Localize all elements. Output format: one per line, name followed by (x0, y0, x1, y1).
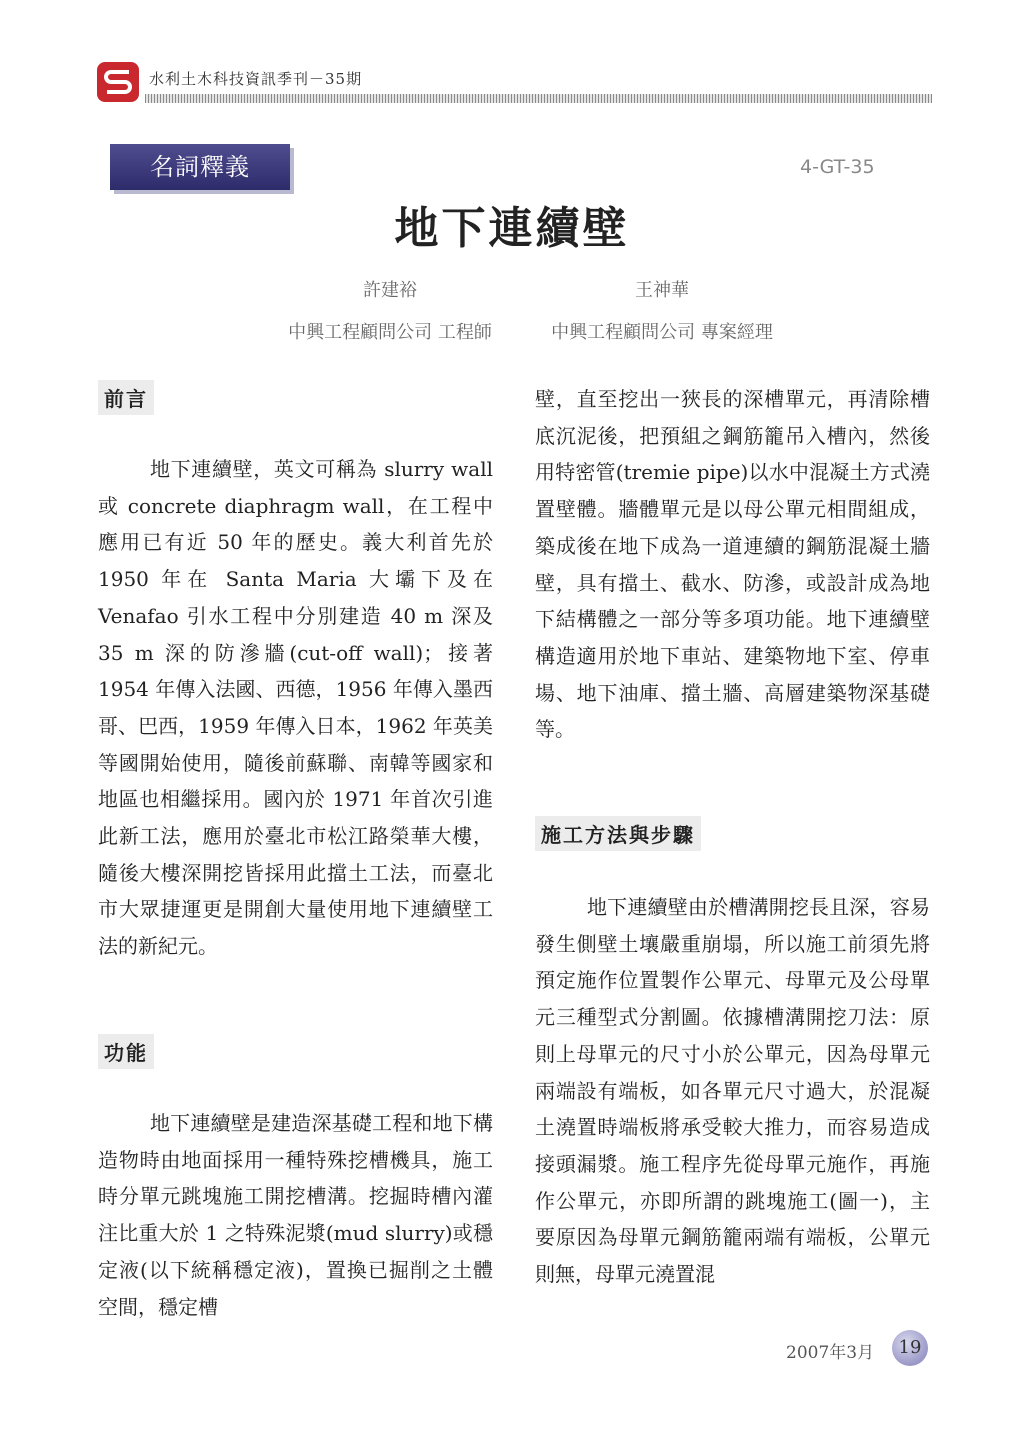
journal-header (97, 62, 932, 106)
page-number: 19 (892, 1330, 928, 1366)
article-title: 地下連續壁 (394, 203, 630, 254)
right-column (535, 381, 930, 748)
section-tag: 名詞釋義 (110, 144, 290, 190)
function-heading: 功能 (98, 1034, 154, 1069)
method-heading: 施工方法與步驟 (535, 816, 701, 851)
author-2-name: 王神華 (635, 280, 689, 301)
author-1-affiliation: 中興工程顧問公司 工程師 (288, 322, 492, 343)
journal-s-logo-icon (97, 62, 139, 102)
header-rule (145, 94, 932, 103)
author-1-name: 許建裕 (363, 280, 417, 301)
right-column-lower (535, 816, 930, 1293)
author-2-affiliation: 中興工程顧問公司 專案經理 (551, 322, 773, 343)
author-2 (537, 276, 787, 344)
function-paragraph: 地下連續壁是建造深基礎工程和地下構造物時由地面採用一種特殊挖槽機具，施工時分單元跳塊施工開挖槽溝。挖掘時槽內灌注比重大於 1 之特殊泥漿(mud slurry)或穩定液(以下統稱穩定液)，置換已掘削之土體空間，穩定槽 (98, 1111, 493, 1319)
function-paragraph-continued: 壁，直至挖出一狹長的深槽單元，再清除槽底沉泥後，把預組之鋼筋籠吊入槽內，然後用特密管(tremie pipe)以水中混凝土方式澆置壁體。牆體單元是以母公單元相間組成，築成後在地下成為一道連續的鋼筋混凝土牆壁，具有擋土、截水、防滲，或設計成為地下結構體之一部分等多項功能。地下連續壁構造適用於地下車站、建築物地下室、停車場、地下油庫、擋土牆、高層建築物深基礎等。 (535, 387, 930, 742)
issue-date: 2007年3月 (786, 1343, 875, 1363)
left-column (98, 380, 493, 965)
article-code: 4-GT-35 (800, 156, 875, 178)
left-column-lower (98, 1034, 493, 1325)
preface-heading: 前言 (98, 380, 154, 415)
preface-paragraph: 地下連續壁，英文可稱為 slurry wall 或 concrete diaphragm wall，在工程中應用已有近 50 年的歷史。義大利首先於 1950 年在 Santa Maria 大壩下及在 Venafao 引水工程中分別建造 40 m 深及 35 m 深的防滲牆(cut-off wall)；接著 1954 年傳入法國、西德，1956 年傳入墨西哥、巴西，1959 年傳入日本，1962 年英美等國開始使用，隨後前蘇聯、南韓等國家和地區也相繼採用。國內於 1971 年首次引進此新工法，應用於臺北市松江路榮華大樓，隨後大樓深開挖皆採用此擋土工法，而臺北市大眾捷運更是開創大量使用地下連續壁工法的新紀元。 (98, 457, 493, 959)
author-1 (275, 276, 505, 344)
method-paragraph: 地下連續壁由於槽溝開挖長且深，容易發生側壁土壤嚴重崩塌，所以施工前須先將預定施作位置製作公單元、母單元及公母單元三種型式分割圖。依據槽溝開挖刀法：原則上母單元的尺寸小於公單元，因為母單元兩端設有端板，如各單元尺寸過大，於混凝土澆置時端板將承受較大推力，而容易造成接頭漏漿。施工程序先從母單元施作，再施作公單元，亦即所謂的跳塊施工(圖一)，主要原因為母單元鋼筋籠兩端有端板，公單元則無，母單元澆置混 (535, 895, 930, 1287)
journal-title: 水利土木科技資訊季刊－35期 (149, 70, 363, 88)
